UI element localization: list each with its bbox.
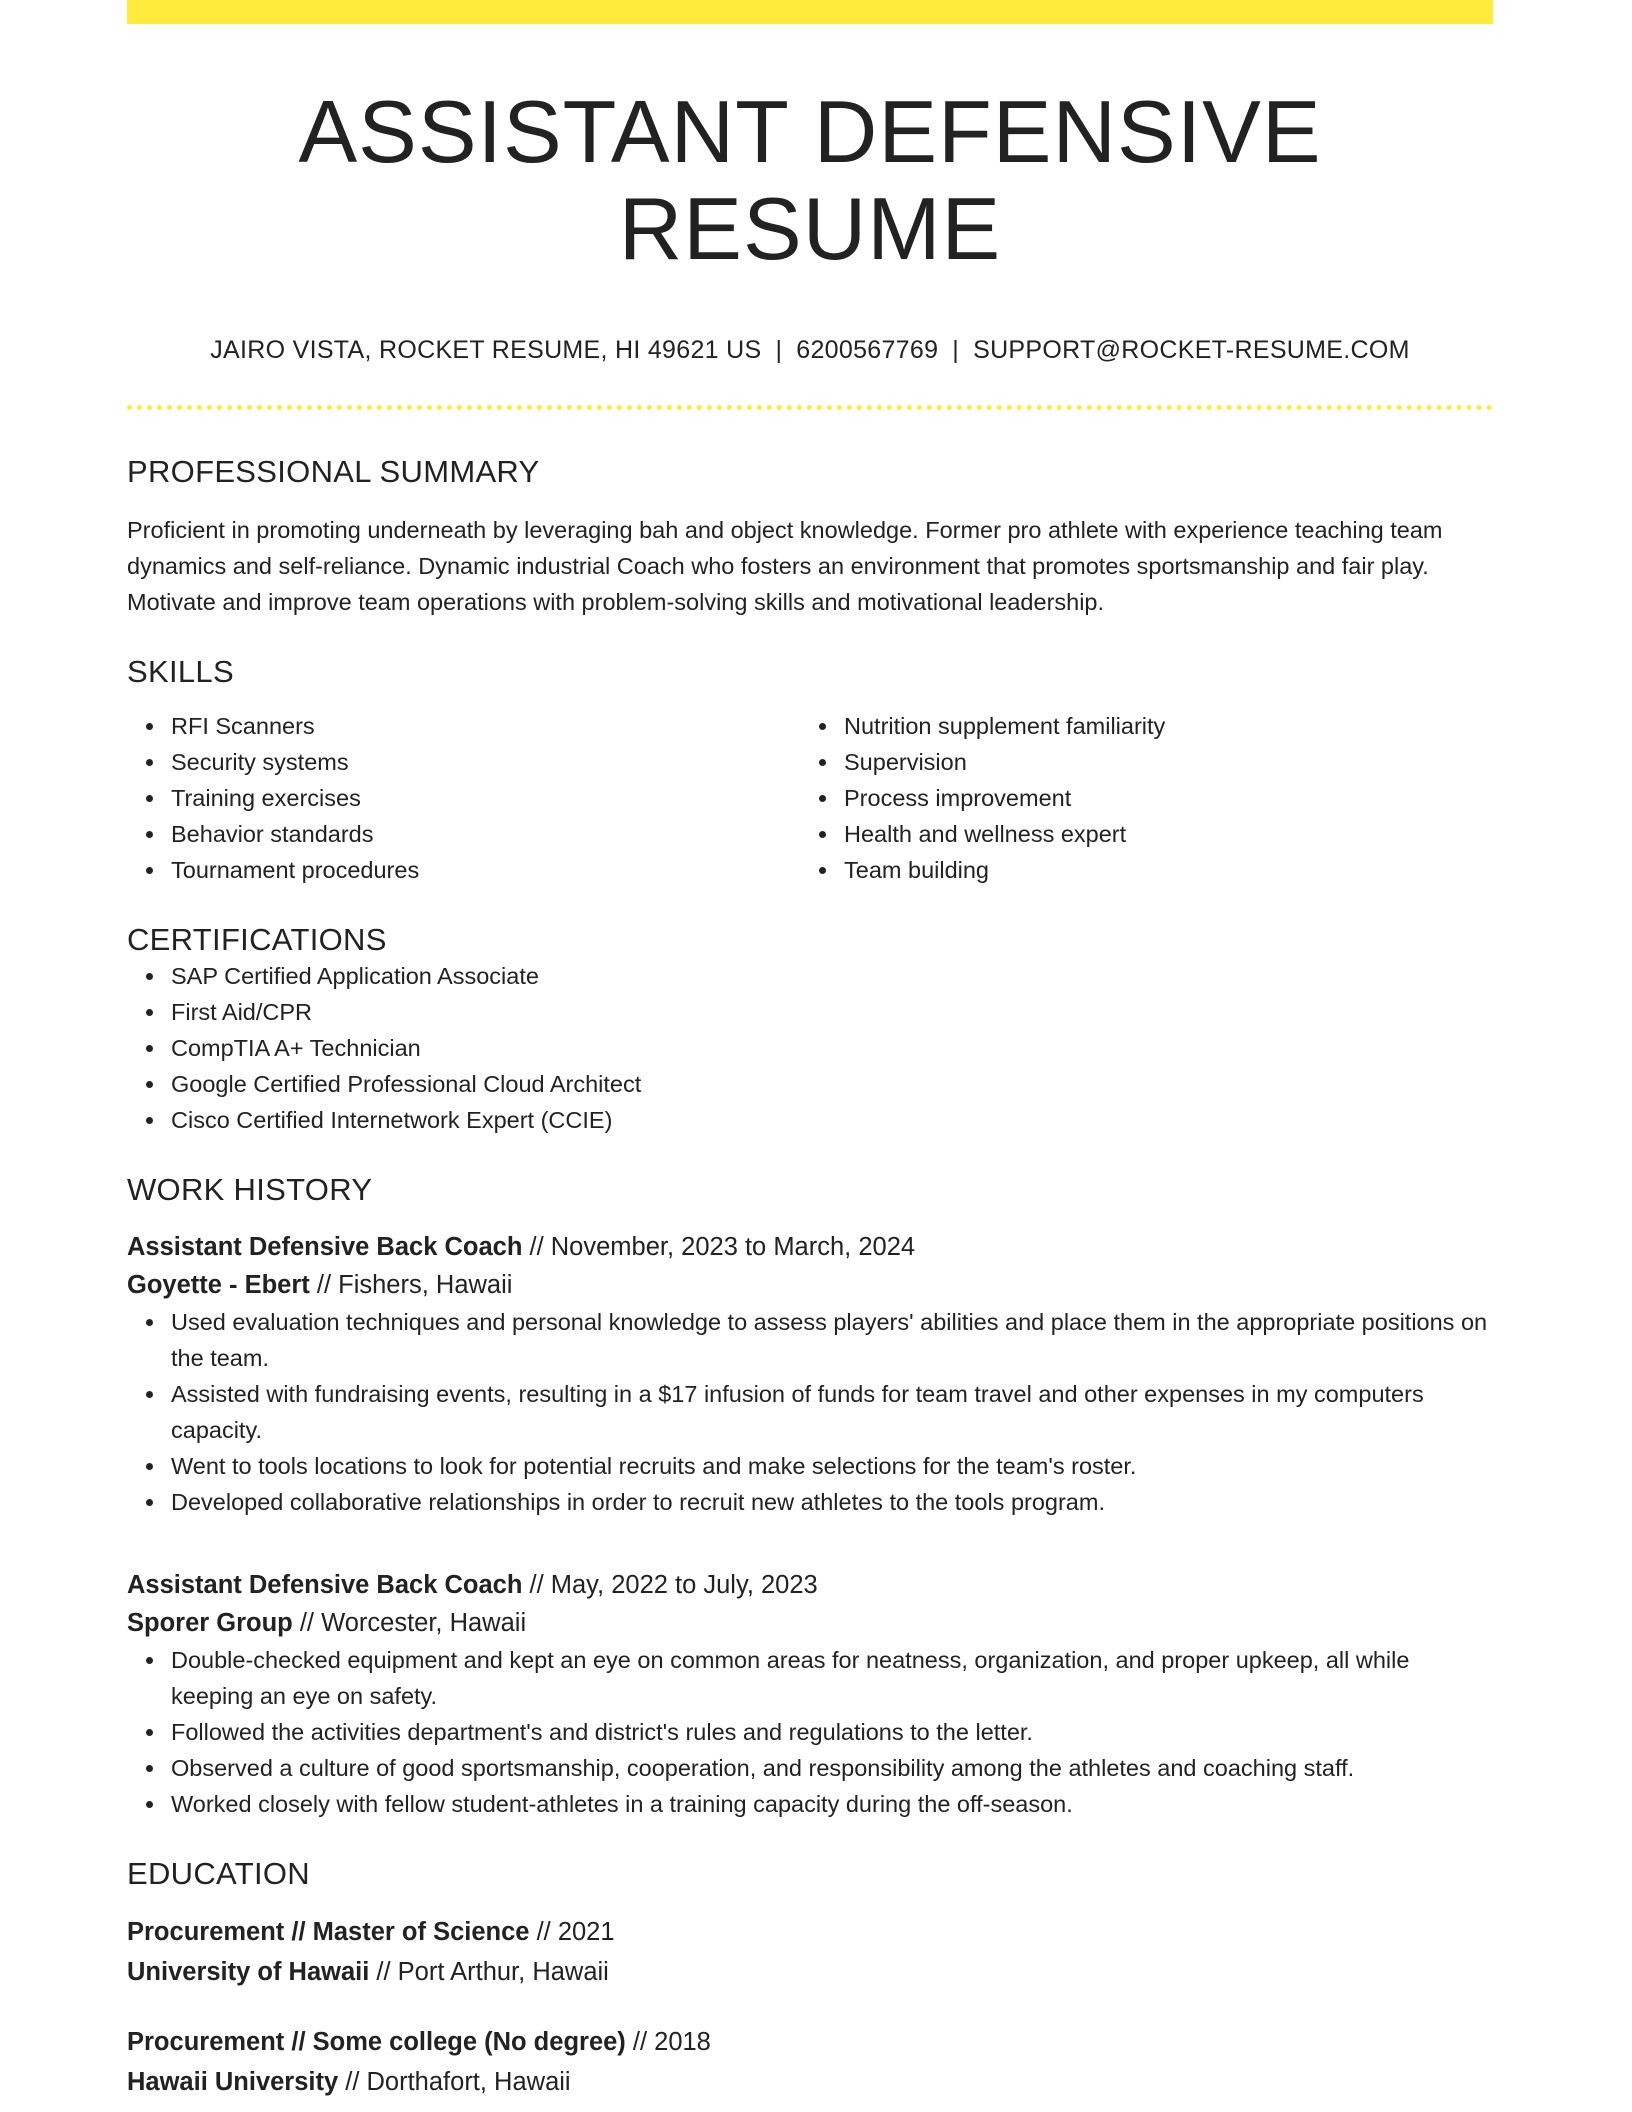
job-entry: [127, 1566, 1493, 1822]
job-role-line: [127, 1228, 1493, 1266]
education-entry: [127, 2022, 1493, 2102]
education-school: Hawaii University: [127, 2067, 339, 2096]
job-duty-item: Worked closely with fellow student-athletes in a training capacity during the off-season.: [171, 1786, 1493, 1822]
work-history-heading: WORK HISTORY: [127, 1171, 373, 1207]
job-duties-list: [127, 1642, 1493, 1822]
skills-list-right: [800, 708, 1473, 888]
certifications-heading: CERTIFICATIONS: [127, 921, 387, 957]
certification-item: SAP Certified Application Associate: [171, 958, 1493, 994]
job-company: Goyette - Ebert: [127, 1270, 310, 1299]
job-duties-list: [127, 1304, 1493, 1520]
summary-heading: PROFESSIONAL SUMMARY: [127, 453, 540, 489]
education-degree-line: [127, 1912, 1493, 1952]
job-duty-item: Developed collaborative relationships in order to recruit new athletes to the tools program.: [171, 1484, 1493, 1520]
skills-column-left: [127, 708, 800, 888]
education-degree: Procurement // Master of Science: [127, 1917, 530, 1946]
certification-item: Google Certified Professional Cloud Architect: [171, 1066, 1493, 1102]
skills-list-left: [127, 708, 800, 888]
education-degree-line: [127, 2022, 1493, 2062]
skills-grid: [127, 708, 1493, 888]
skill-item: Health and wellness expert: [844, 816, 1473, 852]
certification-item: Cisco Certified Internetwork Expert (CCIE): [171, 1102, 1493, 1138]
education-school-line: [127, 1952, 1493, 1992]
certification-item: CompTIA A+ Technician: [171, 1030, 1493, 1066]
education-school-line: [127, 2062, 1493, 2102]
contact-phone: 6200567769: [796, 335, 939, 364]
job-entry: [127, 1228, 1493, 1520]
education-year: // 2021: [529, 1917, 615, 1946]
job-duty-item: Went to tools locations to look for potential recruits and make selections for the team's roster.: [171, 1448, 1493, 1484]
dotted-divider: [127, 405, 1493, 410]
contact-separator: |: [952, 335, 960, 364]
job-duty-item: Used evaluation techniques and personal knowledge to assess players' abilities and place them in the appropriate positions on the team.: [171, 1304, 1493, 1376]
skill-item: Supervision: [844, 744, 1473, 780]
resume-page: [127, 0, 1493, 2102]
skill-item: RFI Scanners: [171, 708, 800, 744]
job-duty-item: Observed a culture of good sportsmanship, cooperation, and responsibility among the athletes and coaching staff.: [171, 1750, 1493, 1786]
job-location: // Worcester, Hawaii: [292, 1608, 527, 1637]
skill-item: Training exercises: [171, 780, 800, 816]
skill-item: Tournament procedures: [171, 852, 800, 888]
skill-item: Security systems: [171, 744, 800, 780]
contact-line: [127, 336, 1493, 365]
resume-title: ASSISTANT DEFENSIVE RESUME: [298, 82, 1322, 278]
top-accent-bar: [127, 0, 1493, 24]
education-school: University of Hawaii: [127, 1957, 370, 1986]
education-entry: [127, 1912, 1493, 1992]
education-year: // 2018: [625, 2027, 711, 2056]
certification-item: First Aid/CPR: [171, 994, 1493, 1030]
contact-address: JAIRO VISTA, ROCKET RESUME, HI 49621 US: [210, 335, 762, 364]
education-location: // Port Arthur, Hawaii: [369, 1957, 609, 1986]
skill-item: Team building: [844, 852, 1473, 888]
job-role: Assistant Defensive Back Coach: [127, 1570, 523, 1599]
job-location: // Fishers, Hawaii: [309, 1270, 513, 1299]
job-dates: // November, 2023 to March, 2024: [522, 1232, 916, 1261]
job-dates: // May, 2022 to July, 2023: [522, 1570, 818, 1599]
certifications-list: [127, 958, 1493, 1138]
skill-item: Behavior standards: [171, 816, 800, 852]
contact-email: SUPPORT@ROCKET-RESUME.COM: [973, 335, 1410, 364]
job-company: Sporer Group: [127, 1608, 293, 1637]
job-duty-item: Double-checked equipment and kept an eye on common areas for neatness, organization, and proper upkeep, all while keeping an eye on safety.: [171, 1642, 1493, 1714]
education-heading: EDUCATION: [127, 1855, 310, 1891]
skills-heading: SKILLS: [127, 653, 234, 689]
job-role-line: [127, 1566, 1493, 1604]
education-degree: Procurement // Some college (No degree): [127, 2027, 626, 2056]
summary-text: Proficient in promoting underneath by leveraging bah and object knowledge. Former pro athlete with experience teaching team dynamics and self-reliance. Dynamic industrial Coach who fosters an environment that promotes sportsmanship and fair play. Motivate and improve team operations with problem-solving skills and motivational leadership.: [127, 516, 1443, 615]
skills-column-right: [800, 708, 1473, 888]
job-company-line: [127, 1604, 1493, 1642]
job-role: Assistant Defensive Back Coach: [127, 1232, 523, 1261]
skill-item: Process improvement: [844, 780, 1473, 816]
skill-item: Nutrition supplement familiarity: [844, 708, 1473, 744]
job-duty-item: Assisted with fundraising events, resulting in a $17 infusion of funds for team travel and other expenses in my computers capacity.: [171, 1376, 1493, 1448]
contact-separator: |: [775, 335, 783, 364]
job-company-line: [127, 1266, 1493, 1304]
education-location: // Dorthafort, Hawaii: [338, 2067, 571, 2096]
job-duty-item: Followed the activities department's and district's rules and regulations to the letter.: [171, 1714, 1493, 1750]
